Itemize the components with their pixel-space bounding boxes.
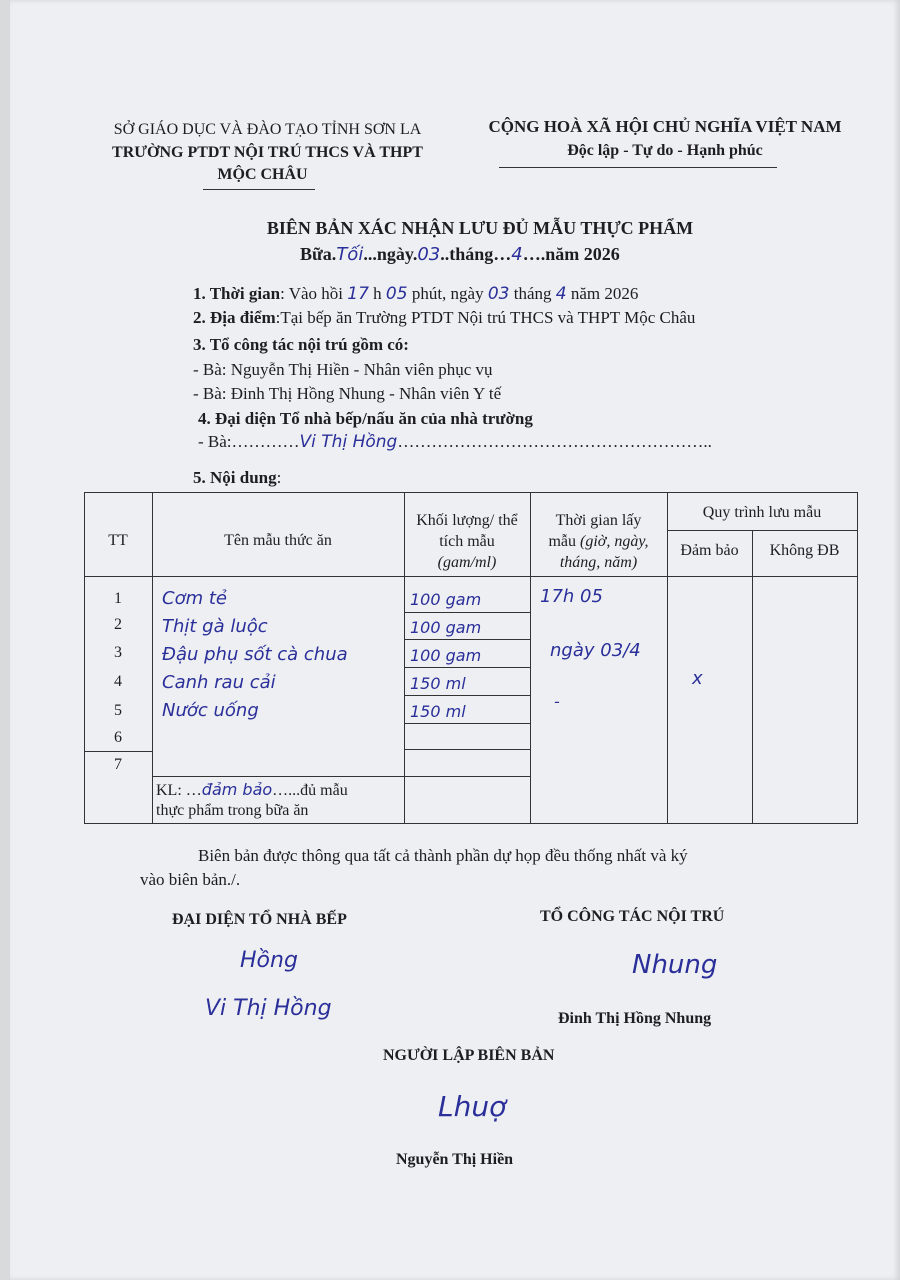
row-number: 7 xyxy=(114,756,122,773)
row-number: 3 xyxy=(114,644,122,661)
kitchen-signature: Hồng xyxy=(240,948,298,973)
meal-value: Tối xyxy=(336,244,364,265)
food-name: Thịt gà luộc xyxy=(162,616,268,637)
national-motto: Độc lập - Tự do - Hạnh phúc xyxy=(567,142,763,159)
sample-mass: 100 gam xyxy=(410,590,482,609)
section-content-label: 5. Nội dung: xyxy=(193,468,282,487)
sampling-time-dash: - xyxy=(554,692,560,711)
country-name: CỘNG HOÀ XÃ HỘI CHỦ NGHĨA VIỆT NAM xyxy=(488,117,842,136)
department-name: SỞ GIÁO DỤC VÀ ĐÀO TẠO TỈNH SƠN LA xyxy=(113,121,422,138)
food-name: Nước uống xyxy=(162,700,259,721)
hour-value: 17 xyxy=(347,284,369,304)
row-number: 2 xyxy=(114,616,122,633)
right-header-underline xyxy=(499,167,777,168)
sample-mass: 100 gam xyxy=(410,646,482,665)
document-title: BIÊN BẢN XÁC NHẬN LƯU ĐỦ MẪU THỰC PHẨM xyxy=(266,218,694,238)
section-kitchen-label: 4. Đại diện Tổ nhà bếp/nấu ăn của nhà trường xyxy=(198,409,533,428)
ok-checkmark: x xyxy=(692,668,703,689)
author-signature: Lhuợ xyxy=(438,1090,507,1123)
closing-statement-2: vào biên bản./. xyxy=(140,870,241,889)
sampling-time-date: ngày 03/4 xyxy=(550,640,641,661)
kitchen-signature-title: ĐẠI DIỆN TỔ NHÀ BẾP xyxy=(172,911,347,928)
closing-statement: Biên bản được thông qua tất cả thành phần dự họp đều thống nhất và ký xyxy=(198,846,688,865)
sample-mass: 150 ml xyxy=(410,674,466,693)
month-value: 4 xyxy=(555,284,567,304)
kitchen-rep-name: Vi Thị Hồng xyxy=(299,432,398,452)
row-number: 6 xyxy=(114,729,122,746)
food-name: Canh rau cải xyxy=(162,672,276,693)
header-mass: Khối lượng/ thể tích mẫu (gam/ml) xyxy=(416,512,518,571)
header-tt: TT xyxy=(108,532,128,549)
author-signature-title: NGƯỜI LẬP BIÊN BẢN xyxy=(383,1047,555,1064)
row-number: 4 xyxy=(114,673,122,690)
left-header-underline xyxy=(203,189,315,190)
header-storage-process: Quy trình lưu mẫu xyxy=(702,504,822,521)
sample-mass: 150 ml xyxy=(410,702,466,721)
minute-value: 05 xyxy=(385,284,408,304)
boarding-signature-title: TỔ CÔNG TÁC NỘI TRÚ xyxy=(540,908,725,925)
section-time: 1. Thời gian: Vào hồi 17 h 05 phút, ngày 03 tháng 4 năm 2026 xyxy=(193,284,639,304)
school-name: TRƯỜNG PTDT NỘI TRÚ THCS VÀ THPT xyxy=(112,144,423,161)
meal-date-line: Bữa.Tối...ngày.03..tháng…4….năm 2026 xyxy=(300,244,620,265)
header-ok: Đảm bảo xyxy=(680,542,739,559)
section-team-label: 3. Tổ công tác nội trú gồm có: xyxy=(193,335,409,354)
school-name-line2: MỘC CHÂU xyxy=(217,166,308,183)
meal-day-value: 03 xyxy=(417,244,441,265)
food-name: Đậu phụ sốt cà chua xyxy=(162,644,348,665)
day-value: 03 xyxy=(487,284,510,304)
boarding-signer-name: Đinh Thị Hồng Nhung xyxy=(558,1010,712,1027)
kitchen-representative: - Bà:…………Vi Thị Hồng……………………………………………….. xyxy=(198,432,712,452)
team-member-2: - Bà: Đinh Thị Hồng Nhung - Nhân viên Y tế xyxy=(193,384,502,403)
kitchen-signature-name: Vi Thị Hồng xyxy=(205,996,332,1021)
conclusion-value: đảm bảo xyxy=(201,780,273,799)
boarding-signature: Nhung xyxy=(632,950,718,980)
food-sample-table xyxy=(84,492,858,824)
meal-month-value: 4 xyxy=(511,244,523,265)
food-name: Cơm tẻ xyxy=(162,588,227,609)
section-location: 2. Địa điểm:Tại bếp ăn Trường PTDT Nội trú THCS và THPT Mộc Châu xyxy=(193,308,696,327)
conclusion-line: KL: …đảm bảo…...đủ mẫu xyxy=(156,780,348,799)
row-number: 1 xyxy=(114,590,122,607)
conclusion-line-2: thực phẩm trong bữa ăn xyxy=(156,802,309,819)
header-sampling-time: Thời gian lấy mẫu (giờ, ngày, tháng, năm) xyxy=(548,512,649,571)
author-name: Nguyễn Thị Hiền xyxy=(396,1151,514,1168)
row-number: 5 xyxy=(114,702,122,719)
sampling-time-hour: 17h 05 xyxy=(540,586,603,607)
header-food-name: Tên mẫu thức ăn xyxy=(224,532,332,549)
header-not-ok: Không ĐB xyxy=(769,542,840,559)
team-member-1: - Bà: Nguyễn Thị Hiền - Nhân viên phục vụ xyxy=(193,360,493,379)
sample-mass: 100 gam xyxy=(410,618,482,637)
